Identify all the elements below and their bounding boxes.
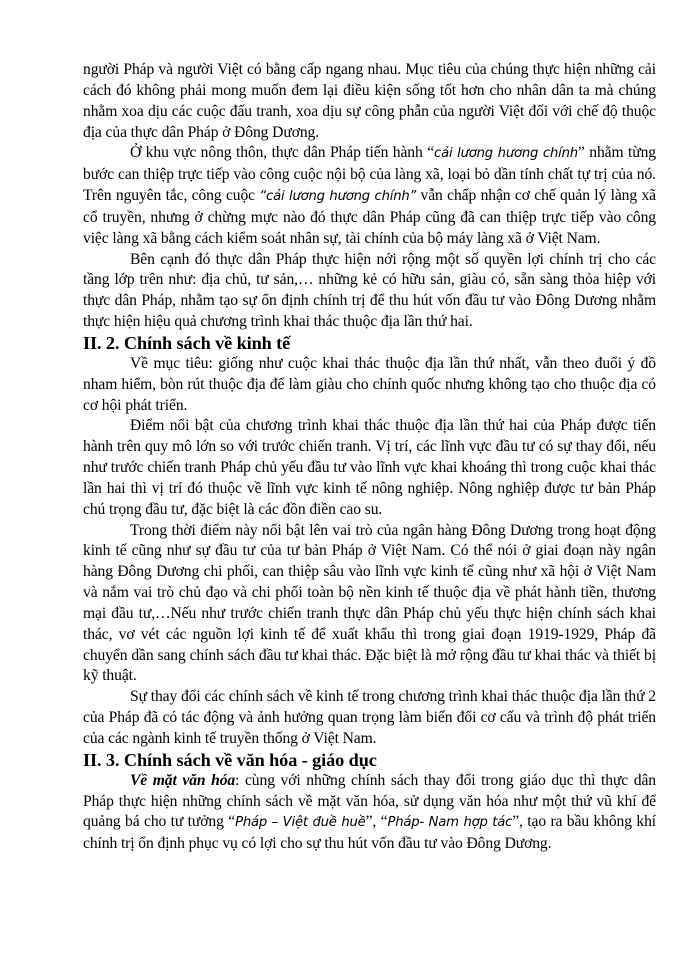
quoted-slogan: Pháp – Việt đuề huề (235, 815, 366, 831)
text-run: : cùng với những chính sách thay đổi trong giáo dục thì thực dân Pháp thực hiện những chính sách về mặt văn hóa, sử dụng văn hóa như một thứ vũ khí để quảng bá cho tư tưởng “ (83, 771, 656, 831)
paragraph-investment-shift: Điểm nổi bật của chương trình khai thác thuộc địa lần thứ hai của Pháp được tiến hành trên quy mô lớn so với trước chiến tranh. Vị trí, các lĩnh vực đầu tư có sự thay đổi, nếu như trước chiến tranh Pháp chủ yếu đầu tư vào lĩnh vực khai khoáng thì trong cuộc khai thác lần hai thì vị trí đó thuộc về lĩnh vực kinh tế nông nghiệp. Nông nghiệp được tư bản Pháp chú trọng đầu tư, đặc biệt là các đồn điền cao su. (83, 417, 656, 518)
quoted-slogan: Pháp- Nam hợp tác (387, 815, 513, 831)
section-heading-culture-education: II. 3. Chính sách về văn hóa - giáo dục (83, 749, 377, 770)
paragraph-indochina-bank: Trong thời điểm này nổi bật lên vai trò của ngân hàng Đông Dương trong hoạt động kinh tế cũng như sự đầu tư của tư bản Pháp ở Việt Nam. Có thể nói ở giai đoạn này ngân hàng Đông Dương chi phối, can thiệp sâu vào lĩnh vực kinh tế cũng như xã hội ở Việt Nam và nắm vai trò chủ đạo và chi phối toàn bộ nền kinh tế thuộc địa về phát hành tiền, thương mại đầu tư,…Nếu như trước chiến tranh thực dân Pháp chủ yếu thực hiện chính sách khai thác, vơ vét các nguồn lợi kinh tế để xuất khẩu thì trong giai đoạn 1919-1929, Pháp đã chuyển dần sang chính sách đầu tư khai thác. Đặc biệt là mở rộng đầu tư khai thác và thiết bị kỹ thuật. (83, 521, 656, 685)
text-run: ”, tạo ra bầu không khí chính trị ổn định phục vụ có lợi cho sự thu hút vốn đầu tư vào Đông Dương. (83, 813, 656, 853)
document-page (83, 60, 656, 855)
quoted-term: “cải lương hương chính” (259, 189, 417, 205)
paragraph-political-rights: Bên cạnh đó thực dân Pháp thực hiện nới rộng một số quyền lợi chính trị cho các tầng lớp trên như: địa chủ, tư sản,… những kẻ có hữu sản, giàu có, sẵn sàng thỏa hiệp với thực dân Pháp, nhằm tạo sự ổn định chính trị để thu hút vốn đầu tư vào Đông Dương nhằm thực hiện hiệu quả chương trình khai thác thuộc địa lần thứ hai. (83, 250, 656, 331)
paragraph-cultural-policy (83, 771, 656, 855)
text-run: Ở khu vực nông thôn, thực dân Pháp tiến hành “ (130, 144, 435, 162)
text-run: ”, “ (365, 813, 388, 831)
paragraph-rural-reform (83, 143, 656, 249)
paragraph-economic-goal: Về mục tiêu: giống như cuộc khai thác thuộc địa lần thứ nhất, vẫn theo đuổi ý đồ nham hiểm, bòn rút thuộc địa để làm giàu cho chính quốc nhưng không tạo cho thuộc địa có cơ hội phát triển. (83, 354, 656, 414)
paragraph-economic-impact: Sự thay đổi các chính sách về kinh tế trong chương trình khai thác thuộc địa lần thứ 2 của Pháp đã có tác động và ảnh hưởng quan trọng làm biến đổi cơ cấu và trình độ phát triển của các ngành kinh tế truyền thống ở Việt Nam. (83, 688, 656, 747)
text-run: ” nhằm từng bước can thiệp trực tiếp vào công cuộc nội bộ của làng xã, loại bỏ dần tính chất tự trị của nó. Trên nguyên tắc, công cuộc (83, 144, 656, 205)
text-run: vẫn chấp nhận cơ chế quản lý làng xã cổ truyền, nhưng ở chừng mực nào đó thực dân Pháp cũng đã can thiệp trực tiếp vào công việc làng xã bằng cách kiểm soát nhân sự, tài chính của bộ máy làng xã ở Việt Nam. (83, 187, 656, 247)
quoted-term: cải lương hương chính (434, 146, 578, 162)
section-heading-economic-policy: II. 2. Chính sách về kinh tế (83, 332, 291, 353)
lead-term: Về mặt văn hóa (130, 771, 236, 789)
paragraph-colonial-reforms: người Pháp và người Việt có bằng cấp ngang nhau. Mục tiêu của chúng thực hiện những cải cách đó không phải mong muốn đem lại điều kiện sống tốt hơn cho nhân dân ta mà chúng nhằm xoa dịu các cuộc đấu tranh, xoa dịu sự công phẫn của người Việt đối với chế độ thuộc địa của thực dân Pháp ở Đông Dương. (83, 61, 656, 141)
